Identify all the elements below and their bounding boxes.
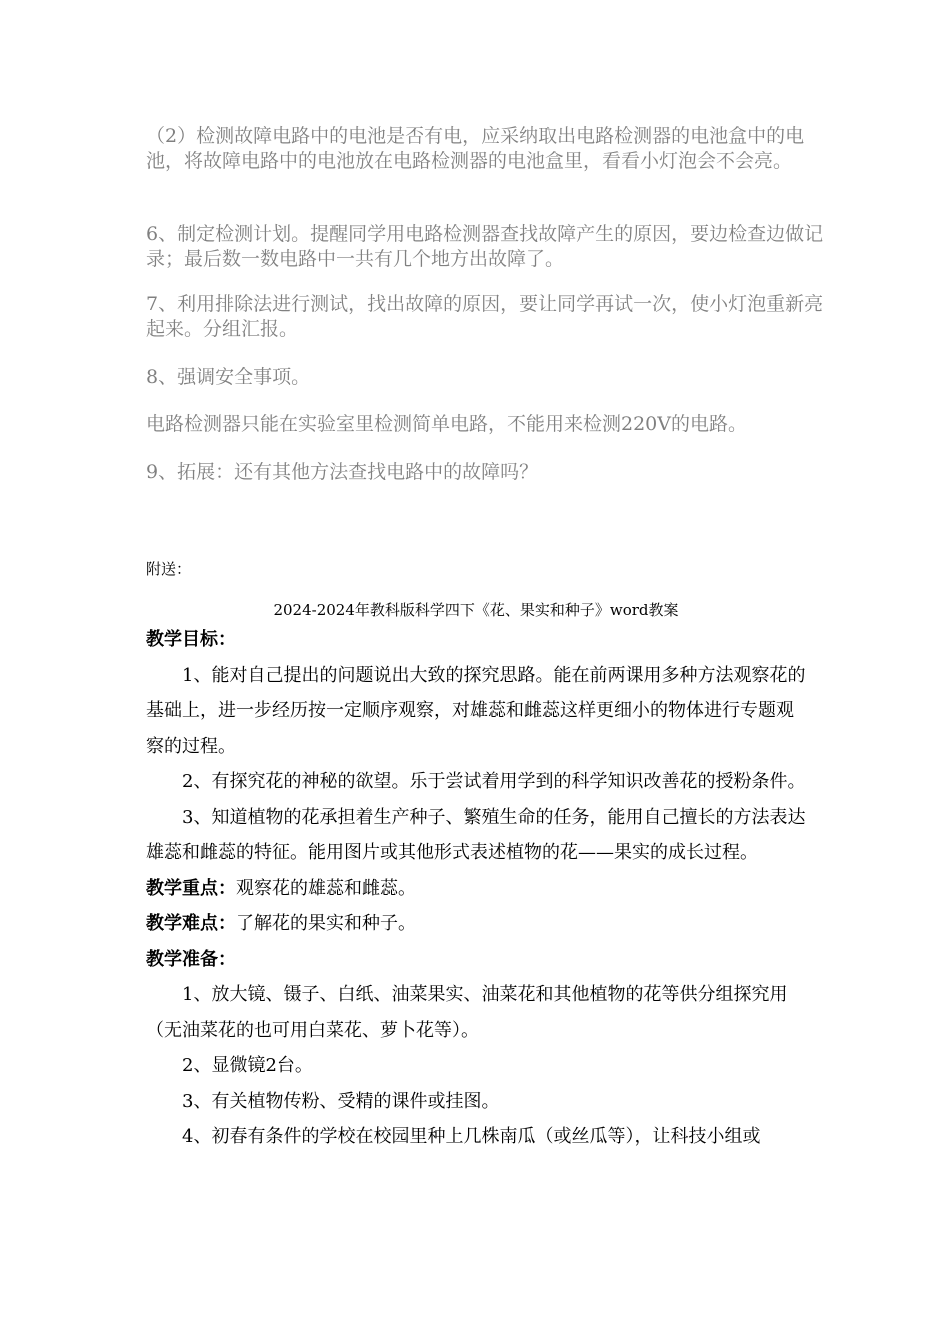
focus-text: 观察花的雄蕊和雌蕊。 [236, 877, 416, 899]
goal-item: 1、能对自己提出的问题说出大致的探究思路。能在前两课用多种方法观察花的基础上，进一步经历按一定顺序观察，对雄蕊和雌蕊这样更细小的物体进行专题观察的过程。 [146, 664, 806, 757]
prep-item: 1、放大镜、镊子、白纸、油菜果实、油菜花和其他植物的花等供分组探究用（无油菜花的也可用白菜花、萝卜花等）。 [146, 984, 788, 1041]
paragraph-safety-note: 电路检测器只能在实验室里检测简单电路，不能用来检测220V的电路。 [146, 413, 747, 435]
goal-item: 2、有探究花的神秘的欲望。乐于尝试着用学到的科学知识改善花的授粉条件。 [182, 771, 806, 792]
focus-label: 教学重点： [146, 877, 236, 899]
goal-item: 3、知道植物的花承担着生产种子、繁殖生命的任务，能用自己擅长的方法表达雄蕊和雌蕊的特征。能用图片或其他形式表述植物的花——果实的成长过程。 [146, 806, 806, 863]
focus-line [146, 871, 811, 907]
lesson-plan-body [146, 622, 811, 1155]
paragraph-step-6: 6、制定检测计划。提醒同学用电路检测器查找故障产生的原因，要边检查边做记录；最后数一数电路中一共有几个地方出故障了。 [146, 223, 824, 270]
prep-item: 4、初春有条件的学校在校园里种上几株南瓜（或丝瓜等），让科技小组或 [182, 1126, 761, 1147]
difficulty-label: 教学难点： [146, 913, 236, 934]
attachment-label: 附送： [146, 560, 192, 578]
prep-heading: 教学准备： [146, 948, 236, 970]
paragraph-step-9: 9、拓展：还有其他方法查找电路中的故障吗？ [146, 461, 539, 483]
paragraph-battery-check: （2）检测故障电路中的电池是否有电，应采纳取出电路检测器的电池盒中的电池，将故障电路中的电池放在电路检测器的电池盒里，看看小灯泡会不会亮。 [146, 125, 805, 172]
paragraph-step-8: 8、强调安全事项。 [146, 366, 311, 388]
goals-heading: 教学目标： [146, 629, 236, 650]
difficulty-text: 了解花的果实和种子。 [236, 913, 416, 934]
prep-item: 2、显微镜2台。 [182, 1055, 313, 1076]
document-title: 2024-2024年教科版科学四下《花、果实和种子》word教案 [273, 601, 679, 619]
prep-item: 3、有关植物传粉、受精的课件或挂图。 [182, 1090, 500, 1112]
difficulty-line [146, 906, 811, 942]
paragraph-step-7: 7、利用排除法进行测试，找出故障的原因，要让同学再试一次，使小灯泡重新亮起来。分组汇报。 [146, 293, 824, 340]
